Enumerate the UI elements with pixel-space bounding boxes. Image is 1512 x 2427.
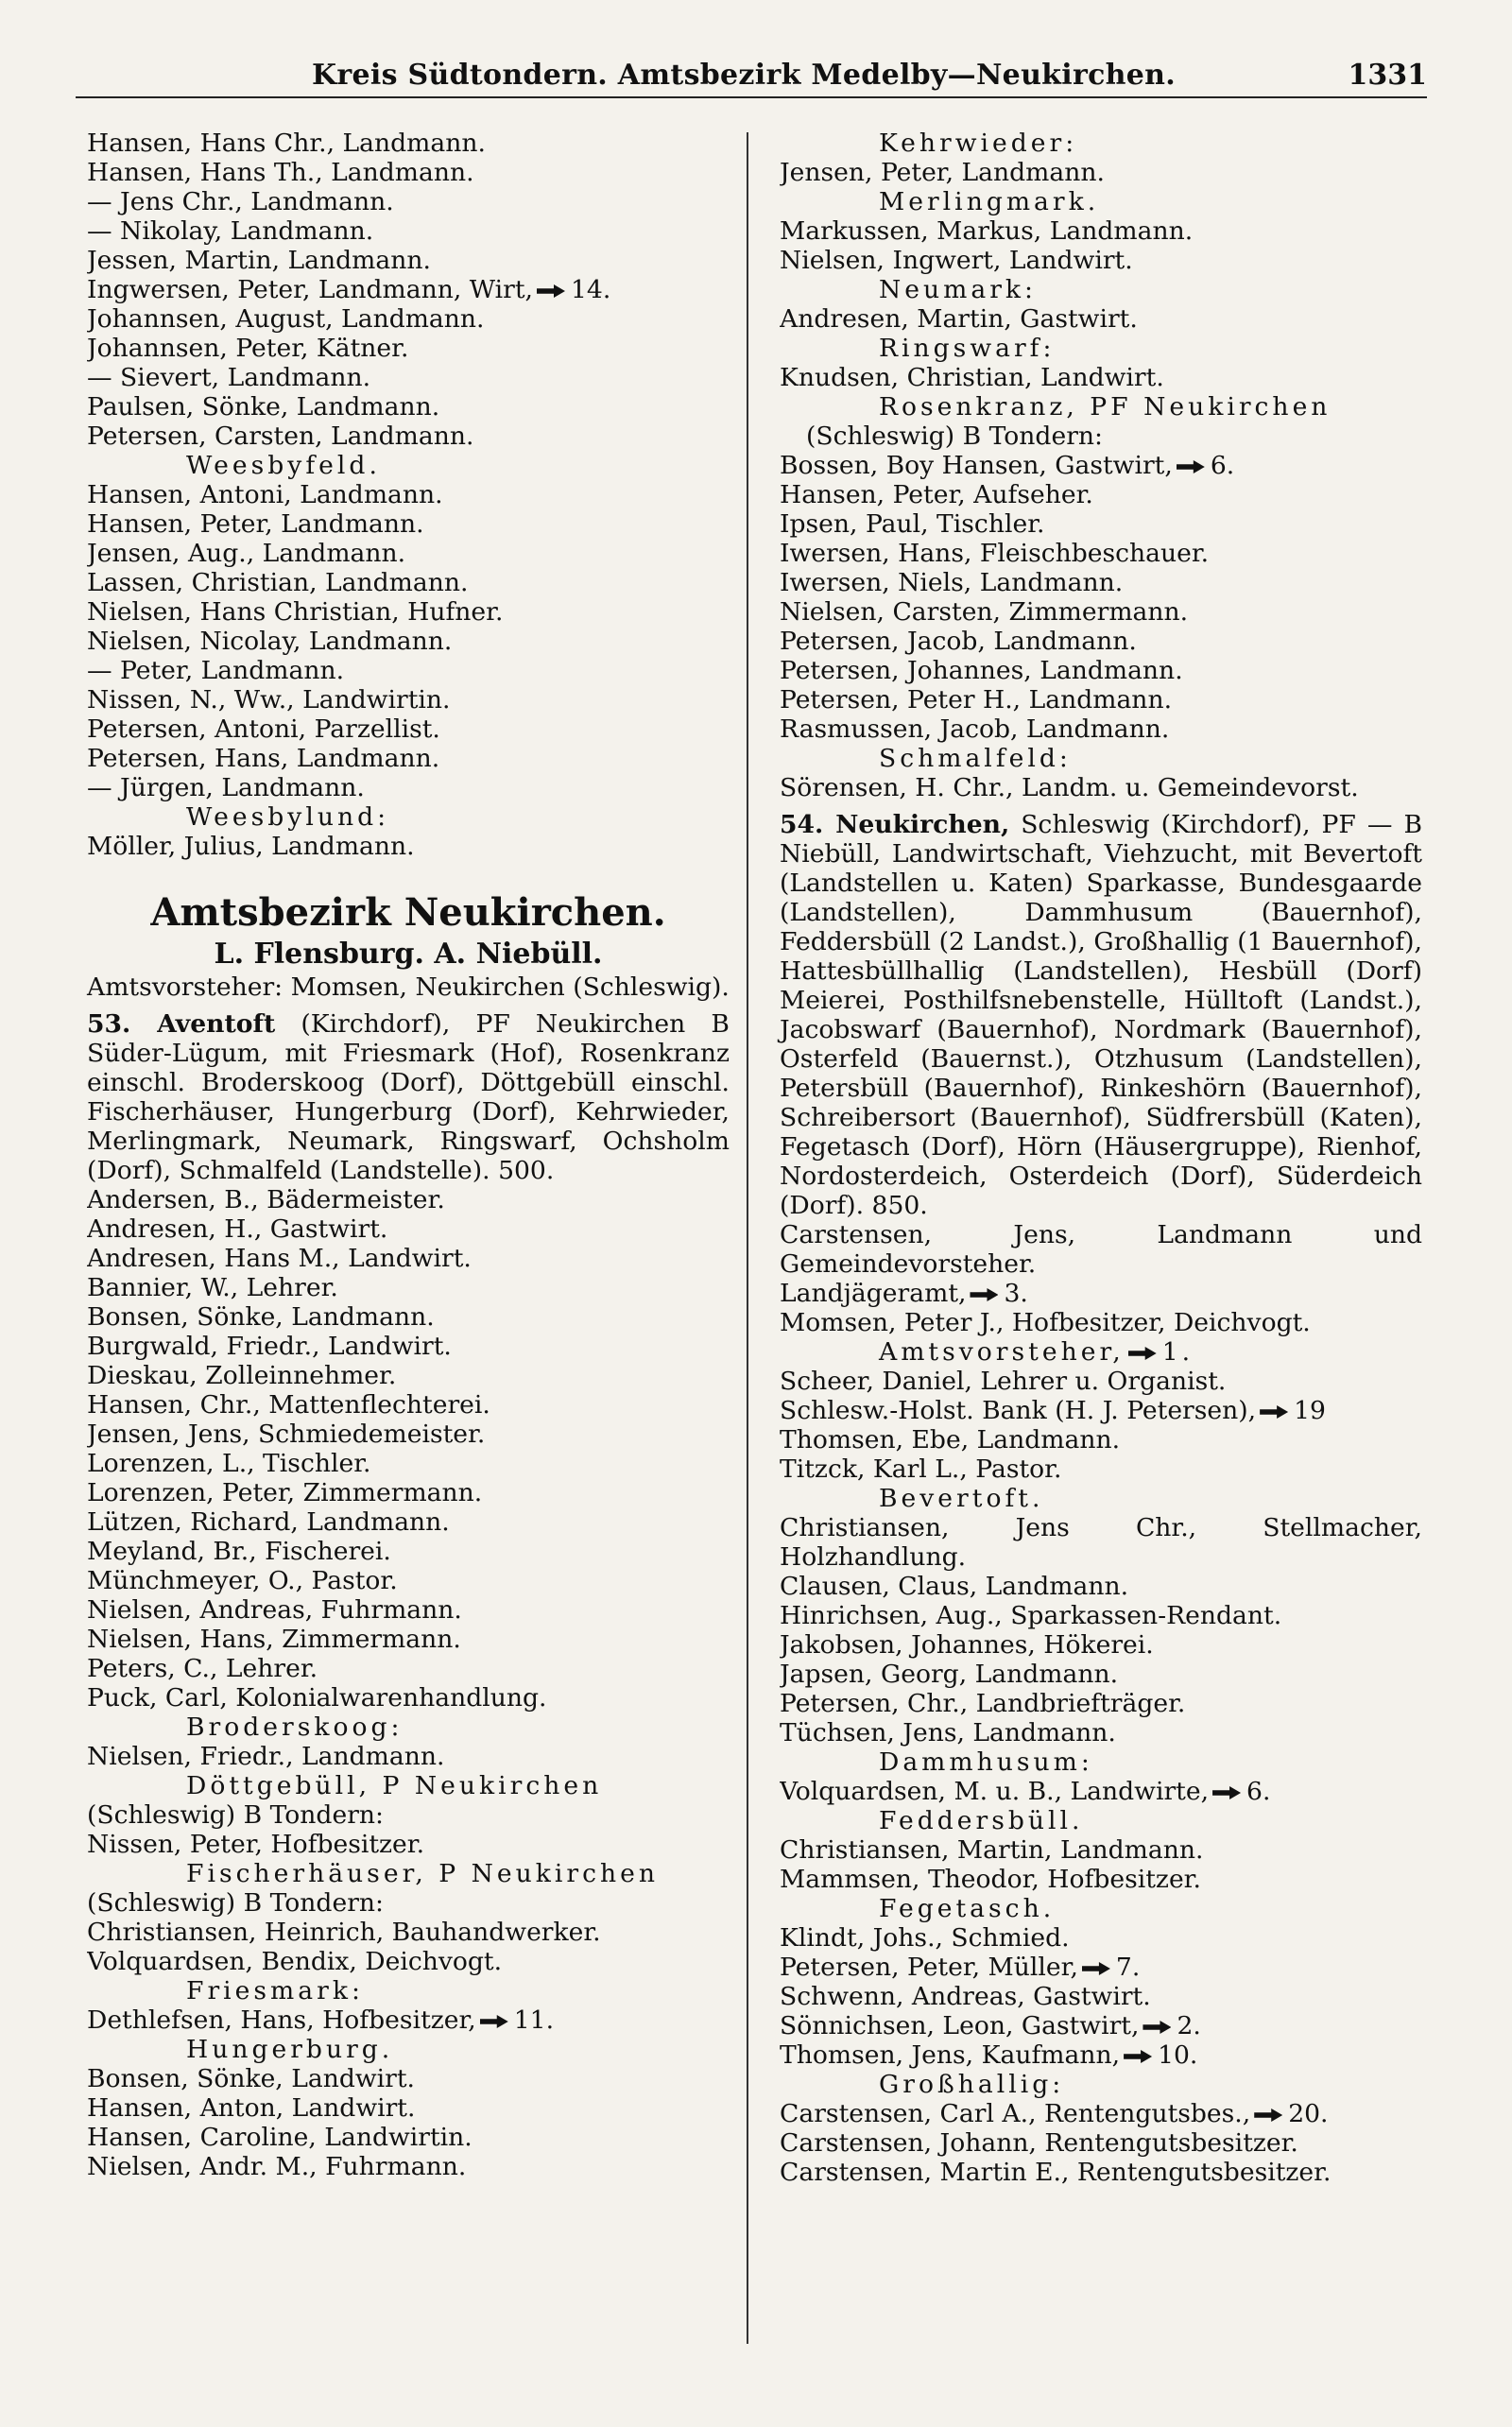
entry-text: Christiansen, Heinrich, Bauhandwerker.	[87, 1918, 601, 1947]
entry-text: Japsen, Georg, Landmann.	[780, 1660, 1119, 1689]
list-item	[780, 158, 1422, 187]
list-item	[87, 685, 730, 714]
entry-text: Titzck, Karl L., Pastor.	[780, 1454, 1062, 1484]
list-item	[780, 539, 1422, 568]
entry-text: Petersen, Carsten, Landmann.	[87, 422, 474, 451]
entry-text: Petersen, Chr., Landbriefträger.	[780, 1689, 1186, 1718]
entry-text: — Jürgen, Landmann.	[87, 773, 365, 802]
list-item	[780, 1454, 1422, 1484]
entry-text: Carstensen, Johann, Rentengutsbesitzer.	[780, 2128, 1298, 2158]
list-item	[87, 1625, 730, 1654]
telephone-number: 10.	[1158, 2040, 1198, 2070]
entry-text: Klindt, Johs., Schmied.	[780, 1923, 1070, 1953]
list-item	[780, 685, 1422, 714]
list-item	[780, 1982, 1422, 2011]
locality-heading: Feddersbüll.	[879, 1806, 1084, 1835]
list-item	[780, 1865, 1422, 1894]
entry-list	[780, 304, 1422, 334]
locality-heading: Kehrwieder:	[879, 129, 1078, 158]
locality-heading: Schmalfeld:	[879, 744, 1072, 773]
list-item	[780, 1923, 1422, 1953]
locality-heading: Fischerhäuser, P Neukirchen	[186, 1859, 659, 1888]
entry-text: Amtsvorsteher,	[879, 1337, 1125, 1367]
list-item	[87, 1185, 730, 1214]
list-item	[780, 2011, 1422, 2040]
list-item	[780, 773, 1422, 802]
entry-text: Burgwald, Friedr., Landwirt.	[87, 1332, 452, 1361]
entry-text: Andresen, Martin, Gastwirt.	[780, 304, 1138, 334]
list-item	[87, 1273, 730, 1302]
list-item	[780, 509, 1422, 539]
entry-text: Hinrichsen, Aug., Sparkassen-Rendant.	[780, 1601, 1282, 1630]
list-item	[87, 1214, 730, 1244]
entry-text: Iwersen, Niels, Landmann.	[780, 568, 1124, 597]
entry-text: Nielsen, Nicolay, Landmann.	[87, 627, 453, 656]
locality-heading: Großhallig:	[879, 2070, 1065, 2099]
entry-text: Lorenzen, Peter, Zimmermann.	[87, 1478, 483, 1507]
list-item	[780, 1718, 1422, 1747]
list-item	[87, 1537, 730, 1566]
entry-text: Peters, C., Lehrer.	[87, 1654, 318, 1683]
entry-text: Johannsen, August, Landmann.	[87, 304, 485, 334]
list-item	[780, 1835, 1422, 1865]
entry-list	[87, 2005, 730, 2035]
telephone-arrow-icon	[1260, 1405, 1288, 1419]
telephone-arrow-icon	[1143, 2021, 1171, 2034]
entry-54-heading: 54. Neukirchen,	[780, 810, 1010, 839]
list-item	[87, 1478, 730, 1507]
entry-list	[87, 2064, 730, 2181]
telephone-number: 20.	[1288, 2099, 1329, 2128]
entry-text: Sönnichsen, Leon, Gastwirt,	[780, 2011, 1140, 2040]
left-column	[87, 129, 730, 2181]
list-item	[780, 568, 1422, 597]
entry-text: Landjägeramt,	[780, 1279, 967, 1308]
entry-list	[780, 773, 1422, 802]
entry-list	[780, 158, 1422, 187]
entry-text: Ipsen, Paul, Tischler.	[780, 509, 1045, 539]
list-item	[87, 129, 730, 158]
entry-53-text: (Kirchdorf), PF Neukirchen B Süder-Lügum, mit Friesmark (Hof), Rosenkranz einschl. Broderskoog (Dorf), Döttgebüll einschl. Fischerhäuser, Hungerburg (Dorf), Kehrwieder, Merlingmark, Neumark, Ringswarf, Ochsholm (Dorf), Schmalfeld (Landstelle). 500.	[87, 1009, 730, 1185]
entry-54-text: Schleswig (Kirchdorf), PF — B Niebüll, Landwirtschaft, Viehzucht, mit Bevertoft (Landstellen u. Katen) Sparkasse, Bundesgaarde (Landstellen), Dammhusum (Bauernhof), Feddersbüll (2 Landst.), Großhallig (1 Bauernhof), Hattesbüllhallig (Landstellen), Hesbüll (Dorf) Meierei, Posthilfsnebenstelle, Hülltoft (Landst.), Jacobswarf (Bauernhof), Nordmark (Bauernhof), Osterfeld (Bauernst.), Otzhusum (Landstellen), Petersbüll (Bauernhof), Rinkeshörn (Bauernhof), Schreibersort (Bauernhof), Südfrersbüll (Katen), Fegetasch (Dorf), Hörn (Häusergruppe), Rienhof, Nordosterdeich, Osterdeich (Dorf), Süderdeich (Dorf). 850.	[780, 810, 1422, 1220]
list-item	[87, 1332, 730, 1361]
list-item	[87, 363, 730, 392]
list-item	[87, 2093, 730, 2123]
list-item	[87, 1244, 730, 1273]
entry-text: Andresen, Hans M., Landwirt.	[87, 1244, 472, 1273]
page-number: 1331	[1348, 59, 1427, 92]
entry-text: Carstensen, Martin E., Rentengutsbesitzer.	[780, 2158, 1332, 2187]
section-title: Amtsbezirk Neukirchen.	[150, 890, 666, 935]
entry-list	[780, 1572, 1422, 1747]
page-title: Kreis Südtondern. Amtsbezirk Medelby—Neukirchen.	[312, 59, 1176, 92]
entry-text: Ingwersen, Peter, Landmann, Wirt,	[87, 275, 533, 304]
entry-text: Möller, Julius, Landmann.	[87, 832, 415, 861]
entry-text: Momsen, Peter J., Hofbesitzer, Deichvogt.	[780, 1308, 1311, 1337]
right-column	[780, 129, 1422, 2187]
list-item	[780, 1777, 1422, 1806]
locality-heading: Rosenkranz, PF Neukirchen	[879, 392, 1332, 422]
list-item	[87, 627, 730, 656]
entry-list	[87, 1918, 730, 1976]
entry-text: Clausen, Claus, Landmann.	[780, 1572, 1129, 1601]
page-header	[76, 59, 1427, 98]
entry-list	[780, 1835, 1422, 1894]
locality-heading-cont: (Schleswig) B Tondern:	[806, 422, 1103, 451]
entry-text: Lützen, Richard, Landmann.	[87, 1507, 450, 1537]
list-item	[780, 1953, 1422, 1982]
list-item	[780, 2128, 1422, 2158]
list-item	[87, 480, 730, 509]
entry-text: Christiansen, Martin, Landmann.	[780, 1835, 1204, 1865]
entry-text: Bonsen, Sönke, Landwirt.	[87, 2064, 416, 2093]
entry-54	[780, 810, 1422, 1220]
entry-text: Volquardsen, Bendix, Deichvogt.	[87, 1947, 503, 1976]
entry-text: Petersen, Hans, Landmann.	[87, 744, 440, 773]
entry-53-heading: 53. Aventoft	[87, 1009, 276, 1039]
list-item	[780, 1689, 1422, 1718]
column-divider	[747, 132, 748, 2344]
list-item	[87, 1595, 730, 1625]
entry-text: Nissen, Peter, Hofbesitzer.	[87, 1830, 425, 1859]
entry-text: Lassen, Christian, Landmann.	[87, 568, 469, 597]
telephone-arrow-icon	[1177, 460, 1205, 473]
entry-text: — Sievert, Landmann.	[87, 363, 371, 392]
locality-heading: Broderskoog:	[186, 1713, 404, 1742]
entry-text: Nielsen, Ingwert, Landwirt.	[780, 246, 1133, 275]
entry-text: Münchmeyer, O., Pastor.	[87, 1566, 398, 1595]
entry-text: Volquardsen, M. u. B., Landwirte,	[780, 1777, 1210, 1806]
entry-text: Iwersen, Hans, Fleischbeschauer.	[780, 539, 1210, 568]
locality-heading: Friesmark:	[186, 1976, 364, 2005]
entry-text: Bonsen, Sönke, Landmann.	[87, 1302, 435, 1332]
entry-list	[87, 129, 730, 451]
telephone-arrow-icon	[1082, 1962, 1110, 1975]
list-item	[780, 1337, 1422, 1367]
entry-text: Bannier, W., Lehrer.	[87, 1273, 338, 1302]
list-item	[780, 1279, 1422, 1308]
entry-text: Knudsen, Christian, Landwirt.	[780, 363, 1164, 392]
entry-text: Hansen, Hans Th., Landmann.	[87, 158, 474, 187]
entry-text: Hansen, Antoni, Landmann.	[87, 480, 443, 509]
entry-text: Puck, Carl, Kolonialwarenhandlung.	[87, 1683, 547, 1713]
telephone-arrow-icon	[537, 284, 565, 298]
telephone-arrow-icon	[970, 1288, 998, 1301]
telephone-number: 19	[1294, 1396, 1326, 1425]
list-item	[87, 832, 730, 861]
entry-text: — Nikolay, Landmann.	[87, 216, 374, 246]
entry-text: Nielsen, Carsten, Zimmermann.	[780, 597, 1189, 627]
entry-list	[87, 1185, 730, 1713]
entry-text: Jakobsen, Johannes, Hökerei.	[780, 1630, 1154, 1660]
entry-list	[780, 1923, 1422, 2070]
telephone-arrow-icon	[1212, 1786, 1241, 1799]
entry-text: Petersen, Antoni, Parzellist.	[87, 714, 440, 744]
entry-text: Bossen, Boy Hansen, Gastwirt,	[780, 451, 1173, 480]
entry-text: Dieskau, Zolleinnehmer.	[87, 1361, 397, 1390]
entry-text: Sörensen, H. Chr., Landm. u. Gemeindevorst.	[780, 773, 1359, 802]
list-item	[780, 656, 1422, 685]
list-item	[87, 1830, 730, 1859]
entry-list	[780, 1777, 1422, 1806]
entry-text: Andersen, B., Bädermeister.	[87, 1185, 445, 1214]
list-item	[87, 1683, 730, 1713]
entry-list	[780, 2099, 1422, 2187]
telephone-number: 2.	[1177, 2011, 1201, 2040]
entry-text: Petersen, Jacob, Landmann.	[780, 627, 1137, 656]
list-item	[780, 1660, 1422, 1689]
list-item	[87, 1361, 730, 1390]
list-item	[87, 744, 730, 773]
list-item	[87, 2005, 730, 2035]
section-subtitle: L. Flensburg. A. Niebüll.	[214, 938, 603, 971]
entry-text: Paulsen, Sönke, Landmann.	[87, 392, 440, 422]
list-item	[780, 597, 1422, 627]
telephone-number: 1.	[1161, 1337, 1194, 1367]
list-item	[780, 1367, 1422, 1396]
entry-text: Hansen, Anton, Landwirt.	[87, 2093, 416, 2123]
list-item	[780, 304, 1422, 334]
entry-list	[780, 363, 1422, 392]
list-item	[780, 627, 1422, 656]
entry-text: Hansen, Peter, Aufseher.	[780, 480, 1093, 509]
list-item	[87, 2064, 730, 2093]
telephone-number: 6.	[1210, 451, 1235, 480]
entry-text: Thomsen, Ebe, Landmann.	[780, 1425, 1121, 1454]
list-item	[87, 597, 730, 627]
entry-text: Hansen, Chr., Mattenflechterei.	[87, 1390, 490, 1420]
locality-heading-cont: (Schleswig) B Tondern:	[87, 1888, 384, 1918]
list-item	[87, 714, 730, 744]
list-item	[87, 158, 730, 187]
locality-heading: Weesbylund:	[186, 802, 390, 832]
entry-text: — Jens Chr., Landmann.	[87, 187, 394, 216]
entry-text: Tüchsen, Jens, Landmann.	[780, 1718, 1116, 1747]
list-item	[87, 568, 730, 597]
list-item	[780, 451, 1422, 480]
list-item	[780, 480, 1422, 509]
entry-list	[87, 832, 730, 861]
list-item	[780, 1630, 1422, 1660]
list-item: Christiansen, Jens Chr., Stellmacher, Holzhandlung.	[780, 1513, 1422, 1572]
entry-list	[87, 1830, 730, 1859]
telephone-number: 14.	[570, 275, 611, 304]
entry-53	[87, 1009, 730, 1185]
locality-heading: Bevertoft.	[879, 1484, 1044, 1513]
locality-heading-cont: (Schleswig) B Tondern:	[87, 1800, 384, 1830]
entry-text: Carstensen, Carl A., Rentengutsbes.,	[780, 2099, 1251, 2128]
entry-text: Mammsen, Theodor, Hofbesitzer.	[780, 1865, 1201, 1894]
entry-text: Johannsen, Peter, Kätner.	[87, 334, 409, 363]
list-item	[87, 304, 730, 334]
entry-text: Thomsen, Jens, Kaufmann,	[780, 2040, 1121, 2070]
list-item	[780, 1425, 1422, 1454]
list-item	[87, 1507, 730, 1537]
entry-text: Hansen, Hans Chr., Landmann.	[87, 129, 486, 158]
list-item	[87, 422, 730, 451]
list-item	[87, 275, 730, 304]
locality-heading: Merlingmark.	[879, 187, 1100, 216]
list-item	[87, 334, 730, 363]
list-item	[87, 392, 730, 422]
telephone-arrow-icon	[1124, 2050, 1152, 2063]
list-item	[87, 1742, 730, 1771]
entry-text: Petersen, Johannes, Landmann.	[780, 656, 1183, 685]
list-item	[780, 363, 1422, 392]
entry-text: Nielsen, Andr. M., Fuhrmann.	[87, 2152, 467, 2181]
telephone-arrow-icon	[480, 2015, 508, 2028]
entry-text: — Peter, Landmann.	[87, 656, 345, 685]
telephone-number: 11.	[513, 2005, 555, 2035]
entry-text: Rasmussen, Jacob, Landmann.	[780, 714, 1170, 744]
entry-text: Jensen, Peter, Landmann.	[780, 158, 1105, 187]
entry-text: Nissen, N., Ww., Landwirtin.	[87, 685, 451, 714]
list-item	[87, 2152, 730, 2181]
entry-list	[87, 1742, 730, 1771]
entry-text: Petersen, Peter, Müller,	[780, 1953, 1078, 1982]
entry-text: Meyland, Br., Fischerei.	[87, 1537, 391, 1566]
entry-text: Nielsen, Friedr., Landmann.	[87, 1742, 445, 1771]
list-item	[780, 2158, 1422, 2187]
list-item: Carstensen, Jens, Landmann und Gemeindevorsteher.	[780, 1220, 1422, 1279]
list-item	[87, 1654, 730, 1683]
entry-text: Markussen, Markus, Landmann.	[780, 216, 1194, 246]
list-item	[780, 1308, 1422, 1337]
list-item	[87, 509, 730, 539]
list-item	[87, 1420, 730, 1449]
entry-text: Scheer, Daniel, Lehrer u. Organist.	[780, 1367, 1227, 1396]
locality-heading: Dammhusum:	[879, 1747, 1093, 1777]
list-item	[87, 216, 730, 246]
list-item	[87, 539, 730, 568]
list-item	[87, 1566, 730, 1595]
entry-text: Nielsen, Hans Christian, Hufner.	[87, 597, 504, 627]
entry-text: Andresen, H., Gastwirt.	[87, 1214, 388, 1244]
telephone-arrow-icon	[1254, 2109, 1282, 2122]
entry-list	[780, 451, 1422, 744]
entry-text: Jensen, Jens, Schmiedemeister.	[87, 1420, 486, 1449]
entry-text: Nielsen, Andreas, Fuhrmann.	[87, 1595, 462, 1625]
list-item	[87, 1918, 730, 1947]
list-item	[780, 714, 1422, 744]
list-item	[87, 246, 730, 275]
entry-text: Dethlefsen, Hans, Hofbesitzer,	[87, 2005, 476, 2035]
entry-list	[780, 216, 1422, 275]
list-item	[87, 1449, 730, 1478]
list-item	[87, 773, 730, 802]
list-item	[780, 246, 1422, 275]
entry-text: Schlesw.-Holst. Bank (H. J. Petersen),	[780, 1396, 1257, 1425]
entry-list	[87, 480, 730, 802]
locality-heading: Neumark:	[879, 275, 1037, 304]
list-item	[87, 1947, 730, 1976]
entry-list	[780, 1279, 1422, 1484]
entry-text: Petersen, Peter H., Landmann.	[780, 685, 1173, 714]
list-item	[87, 1390, 730, 1420]
list-item	[780, 1601, 1422, 1630]
list-item	[87, 187, 730, 216]
entry-text: Schwenn, Andreas, Gastwirt.	[780, 1982, 1151, 2011]
locality-heading: Fegetasch.	[879, 1894, 1056, 1923]
entry-text: Lorenzen, L., Tischler.	[87, 1449, 371, 1478]
amtsvorsteher-line: Amtsvorsteher: Momsen, Neukirchen (Schleswig).	[87, 973, 730, 1002]
locality-heading: Döttgebüll, P Neukirchen	[186, 1771, 603, 1800]
telephone-arrow-icon	[1128, 1347, 1157, 1360]
telephone-number: 7.	[1115, 1953, 1141, 1982]
locality-heading: Ringswarf:	[879, 334, 1056, 363]
list-item	[780, 216, 1422, 246]
locality-heading: Weesbyfeld.	[186, 451, 381, 480]
entry-text: Jensen, Aug., Landmann.	[87, 539, 406, 568]
list-item	[87, 1302, 730, 1332]
list-item	[780, 1572, 1422, 1601]
entry-text: Nielsen, Hans, Zimmermann.	[87, 1625, 461, 1654]
telephone-number: 3.	[1004, 1279, 1028, 1308]
list-item	[780, 1396, 1422, 1425]
entry-text: Jessen, Martin, Landmann.	[87, 246, 431, 275]
entry-text: Hansen, Caroline, Landwirtin.	[87, 2123, 472, 2152]
list-item	[780, 2040, 1422, 2070]
list-item	[780, 2099, 1422, 2128]
list-item	[87, 2123, 730, 2152]
list-item	[87, 656, 730, 685]
telephone-number: 6.	[1246, 1777, 1271, 1806]
locality-heading: Hungerburg.	[186, 2035, 394, 2064]
entry-text: Hansen, Peter, Landmann.	[87, 509, 424, 539]
